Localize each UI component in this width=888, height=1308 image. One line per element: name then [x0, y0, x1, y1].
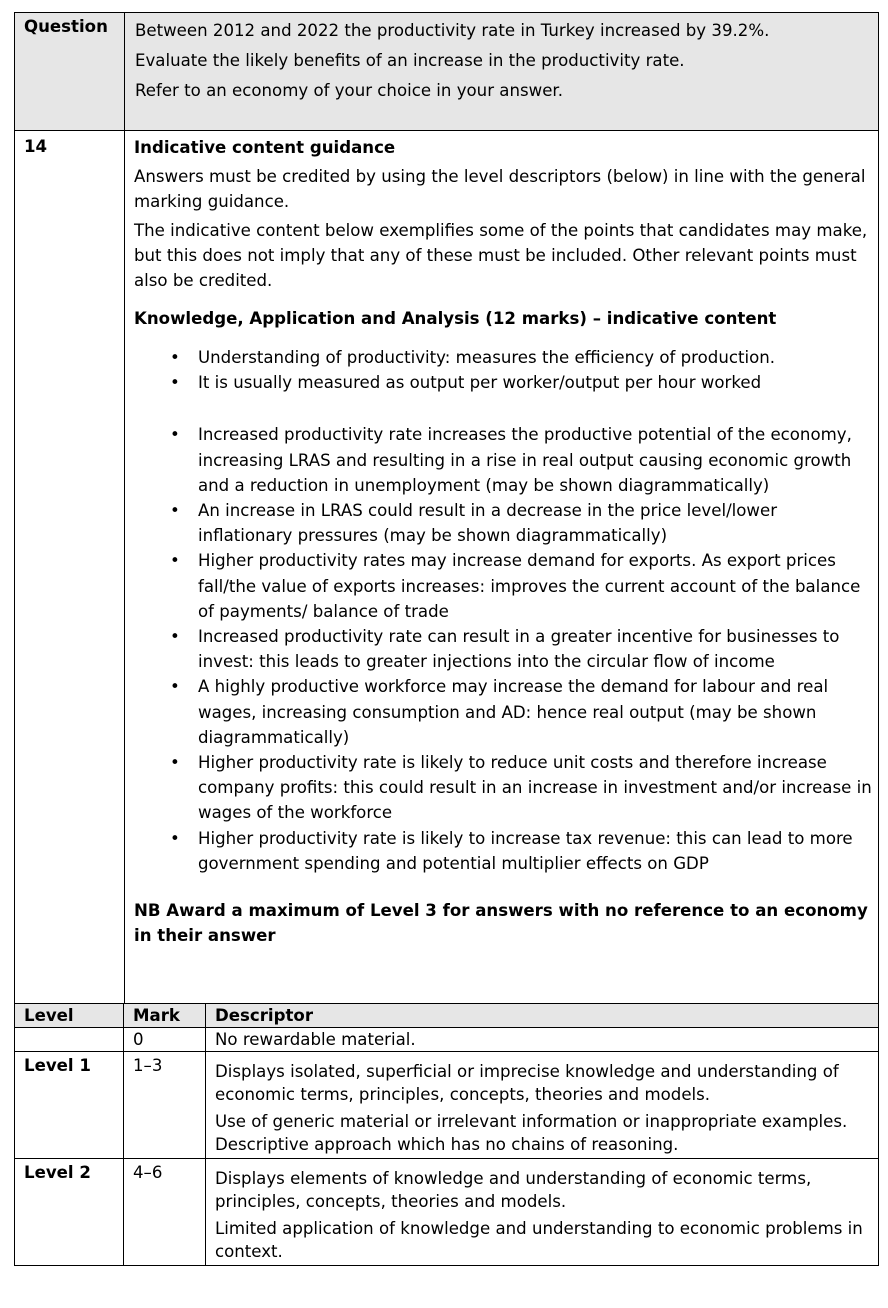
table-row	[15, 1159, 879, 1266]
question-line-1: Between 2012 and 2022 the productivity rate in Turkey increased by 39.2%.	[135, 21, 770, 40]
question-number: 14	[24, 137, 48, 156]
mark-cell: 1–3	[124, 1052, 206, 1159]
list-item: • Understanding of productivity: measures the efficiency of production.	[134, 345, 872, 370]
list-item: • Increased productivity rate can result in a greater incentive for businesses to invest: this leads to greater injections into the circular flow of income	[134, 624, 872, 674]
descriptor-cell: Displays elements of knowledge and understanding of economic terms, principles, concepts, theories and models. Limited application of knowledge and understanding to economic problems in context.	[206, 1159, 879, 1266]
levels-table	[14, 1003, 879, 1266]
bullet-icon: •	[170, 348, 180, 367]
header-level: Level	[15, 1004, 124, 1028]
list-item: • Increased productivity rate increases the productive potential of the economy, increasing LRAS and resulting in a rise in real output causing economic growth and a reduction in unemployment (may be shown diagrammatically)	[134, 422, 872, 498]
list-item: • Higher productivity rate is likely to reduce unit costs and therefore increase company profits: this could result in an increase in investment and/or increase in wages of the workforce	[134, 750, 872, 826]
level-cell: Level 1	[15, 1052, 124, 1159]
bullet-icon: •	[170, 627, 180, 647]
bullet-icon: •	[170, 677, 180, 697]
bullet-list-1	[134, 345, 872, 395]
table-row	[15, 1052, 879, 1159]
level-cell: Level 2	[15, 1159, 124, 1266]
list-item: • It is usually measured as output per worker/output per hour worked	[134, 370, 872, 395]
descriptor-cell: Displays isolated, superficial or imprecise knowledge and understanding of economic terms, principles, concepts, theories and models. Use of generic material or irrelevant information or inappropriate examples. Descriptive approach which has no chains of reasoning.	[206, 1052, 879, 1159]
answer-row	[15, 131, 879, 1004]
bullet-icon: •	[170, 828, 180, 848]
levels-header-row	[15, 1004, 879, 1028]
descriptor-cell: No rewardable material.	[206, 1028, 879, 1052]
question-text-cell	[125, 13, 879, 131]
bullet-icon: •	[170, 373, 180, 393]
indicative-content-cell	[125, 131, 879, 1004]
question-line-3: Refer to an economy of your choice in your answer.	[135, 81, 563, 100]
question-table	[14, 12, 879, 1004]
question-label: Question	[24, 17, 108, 36]
table-row	[15, 1028, 879, 1052]
bullet-icon: •	[170, 551, 180, 571]
list-item: • Higher productivity rate is likely to increase tax revenue: this can lead to more government spending and potential multiplier effects on GDP	[134, 826, 872, 876]
guidance-paragraph-2: The indicative content below exemplifies some of the points that candidates may make, but this does not imply that any of these must be included. Other relevant points must also be credited.	[134, 221, 868, 290]
bullet-icon: •	[170, 501, 180, 521]
mark-cell: 4–6	[124, 1159, 206, 1266]
header-mark: Mark	[124, 1004, 206, 1028]
guidance-paragraph-1: Answers must be credited by using the level descriptors (below) in line with the general marking guidance.	[134, 167, 866, 211]
list-item: • Higher productivity rates may increase demand for exports. As export prices fall/the value of exports increases: improves the current account of the balance of payments/ balance of trade	[134, 548, 872, 624]
indicative-content-heading: Indicative content guidance	[134, 138, 396, 157]
bullet-list-2	[134, 422, 872, 876]
header-descriptor: Descriptor	[206, 1004, 879, 1028]
mark-scheme-document	[14, 12, 879, 1266]
question-label-cell	[15, 13, 125, 131]
kaa-heading: Knowledge, Application and Analysis (12 marks) – indicative content	[134, 309, 777, 328]
question-line-2: Evaluate the likely benefits of an increase in the productivity rate.	[135, 51, 685, 70]
level-cell	[15, 1028, 124, 1052]
question-row	[15, 13, 879, 131]
question-number-cell	[15, 131, 125, 1004]
list-item: • An increase in LRAS could result in a decrease in the price level/lower inflationary pressures (may be shown diagrammatically)	[134, 498, 872, 548]
nb-note: NB Award a maximum of Level 3 for answers with no reference to an economy in their answer	[134, 901, 868, 946]
list-item: • A highly productive workforce may increase the demand for labour and real wages, increasing consumption and AD: hence real output (may be shown diagrammatically)	[134, 674, 872, 750]
bullet-icon: •	[170, 425, 180, 445]
bullet-icon: •	[170, 753, 180, 773]
mark-cell: 0	[124, 1028, 206, 1052]
